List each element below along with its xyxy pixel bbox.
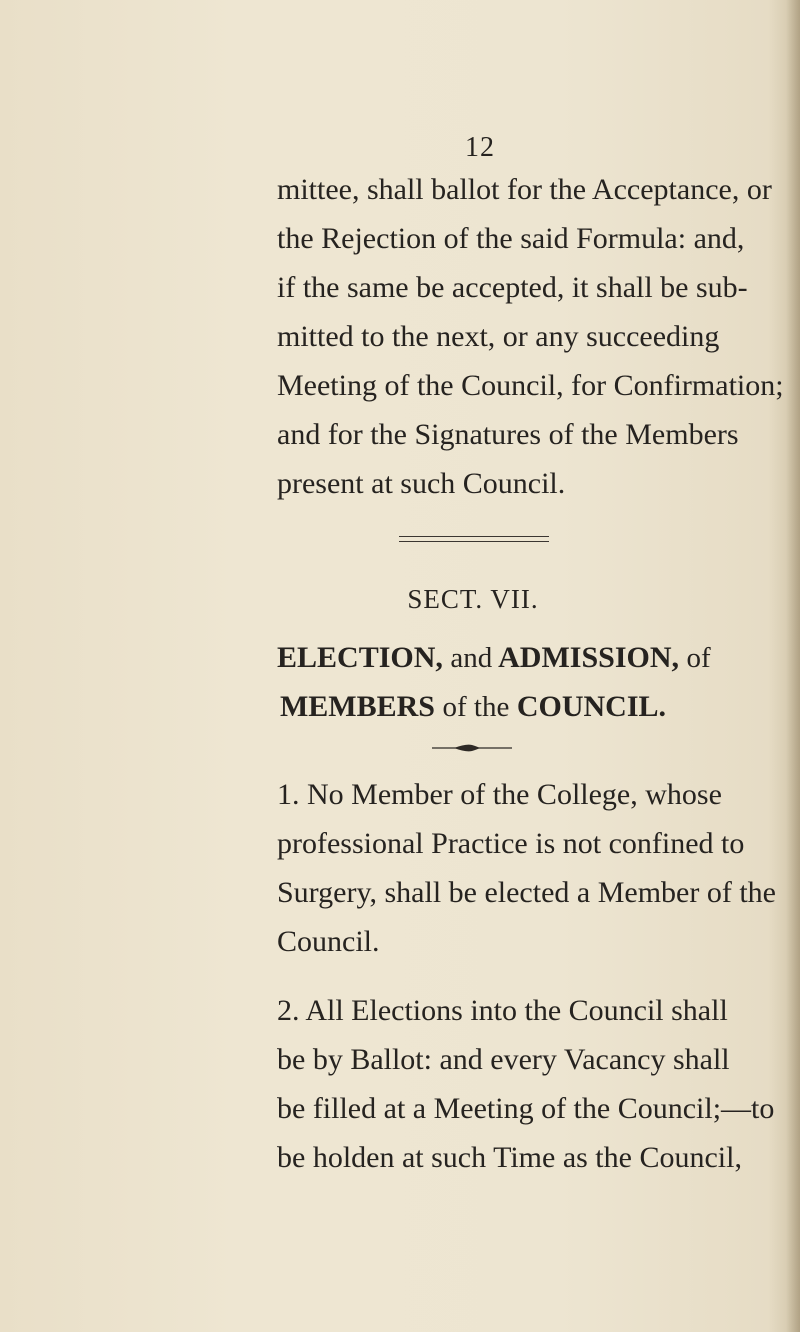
section-heading-line-2: [277, 690, 669, 724]
heading-word: of: [686, 642, 711, 674]
section-heading-line-1: [277, 641, 711, 675]
text-line: and for the Signatures of the Members: [277, 418, 739, 451]
heading-word: ELECTION,: [277, 641, 443, 674]
separator-rule: [399, 536, 549, 537]
heading-word: MEMBERS: [279, 690, 435, 723]
heading-word: COUNCIL.: [516, 690, 667, 723]
text-line: be filled at a Meeting of the Council;—to: [277, 1092, 775, 1125]
heading-word: and: [450, 642, 493, 674]
text-line: mittee, shall ballot for the Acceptance, or: [277, 173, 772, 206]
heading-word: of the: [442, 691, 510, 723]
text-line: 1. No Member of the College, whose: [277, 778, 722, 811]
text-line: the Rejection of the said Formula: and,: [277, 222, 745, 255]
text-line: present at such Council.: [277, 467, 566, 500]
section-label: SECT. VII.: [407, 584, 539, 614]
page-number: 12: [465, 132, 495, 163]
text-line: be holden at such Time as the Council,: [277, 1141, 742, 1174]
ornament-dash-icon: [432, 742, 512, 754]
separator-rule: [399, 541, 549, 542]
text-line: if the same be accepted, it shall be sub-: [277, 271, 748, 304]
text-line: Meeting of the Council, for Confirmation;: [277, 369, 784, 402]
text-line: mitted to the next, or any succeeding: [277, 320, 720, 353]
text-line: professional Practice is not confined to: [277, 827, 745, 860]
text-line: 2. All Elections into the Council shall: [277, 994, 728, 1027]
text-line: Council.: [277, 925, 380, 958]
text-line: be by Ballot: and every Vacancy shall: [277, 1043, 730, 1076]
page-edge-shadow: [786, 0, 800, 1332]
text-line: Surgery, shall be elected a Member of the: [277, 876, 776, 909]
heading-word: ADMISSION,: [498, 641, 679, 674]
